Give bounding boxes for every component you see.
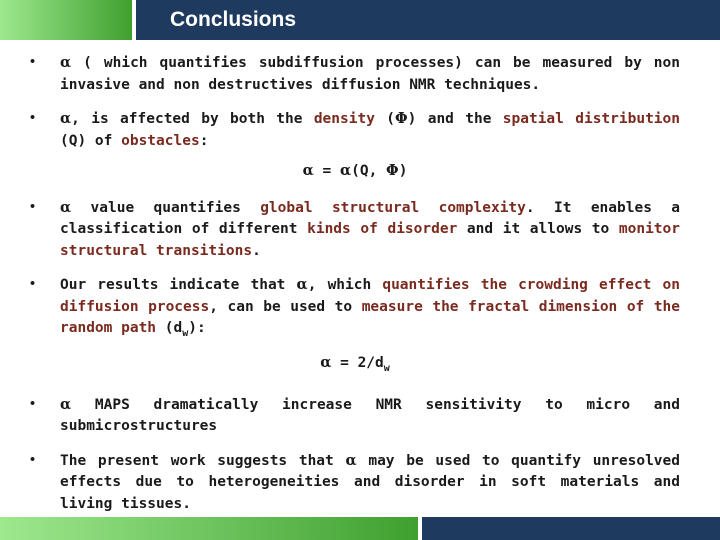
page-title: Conclusions <box>170 8 297 31</box>
alpha-symbol: α <box>60 110 72 127</box>
formula-text: ) <box>398 163 408 179</box>
item-text: Our results indicate that <box>60 277 297 293</box>
item-text: . <box>252 242 261 259</box>
bullet-icon: • <box>30 451 36 468</box>
bullet-icon: • <box>30 276 36 292</box>
fractal-term: measure the fractal dimension of the random path <box>60 298 681 336</box>
formula-text: = <box>313 163 340 179</box>
formula-text: = 2/d <box>331 355 384 372</box>
alpha-symbol: α <box>302 162 314 179</box>
subscript-w: w <box>383 363 390 375</box>
footer-accent-blue <box>422 517 720 540</box>
item-text: MAPS dramatically increase NMR sensitivity to micro and submicrostructures <box>60 396 680 435</box>
bullet-item-6 <box>30 450 680 516</box>
bullet-icon: • <box>30 198 36 215</box>
alpha-symbol: α <box>320 354 332 372</box>
item-text: (d <box>156 320 183 336</box>
item-text: , which <box>307 277 383 293</box>
footer-accent-green <box>0 517 418 540</box>
complexity-term: global structural complexity <box>260 199 526 216</box>
bullet-item-1 <box>30 52 680 96</box>
slide-content <box>30 52 680 527</box>
alpha-symbol: α <box>345 451 357 469</box>
alpha-symbol: α <box>60 395 72 413</box>
item-text: value quantifies <box>71 199 261 216</box>
footer-bar <box>0 517 720 540</box>
item-text: , is affected by both the <box>71 111 314 127</box>
formula-alpha-q-phi <box>30 160 680 183</box>
formula-alpha-dw <box>30 352 680 379</box>
phi-symbol: Φ <box>395 110 408 127</box>
item-text: , can be used to <box>209 298 362 315</box>
item-text: . It enables a classification of different <box>60 199 681 237</box>
bullet-icon: • <box>30 110 36 126</box>
bullet-item-3 <box>30 197 680 263</box>
title-accent-green <box>0 0 132 40</box>
item-text: ( <box>374 111 395 127</box>
item-text: (Q) of <box>60 132 122 149</box>
item-text: : <box>199 132 209 149</box>
item-text: ): <box>188 320 206 336</box>
bullet-icon: • <box>30 54 36 70</box>
subscript-w: w <box>182 327 189 339</box>
bullet-item-2 <box>30 108 680 152</box>
item-text: The present work suggests that <box>60 452 346 469</box>
alpha-symbol: α <box>60 198 72 216</box>
density-term: density <box>313 111 375 127</box>
spatial-term: spatial distribution <box>502 111 680 127</box>
bullet-item-5 <box>30 394 680 438</box>
alpha-symbol: α <box>339 162 352 179</box>
item-text: ) and the <box>407 111 503 127</box>
disorder-term: kinds of disorder <box>307 221 458 237</box>
item-text: may be used to quantify unresolved effects due to heterogeneities and disorder in soft materials and living tissues. <box>60 452 680 512</box>
crowding-term: quantifies the crowding effect on diffusion process <box>60 277 680 315</box>
formula-text: (Q, <box>351 163 387 179</box>
monitor-term: monitor structural transitions <box>60 221 680 259</box>
phi-symbol: Φ <box>386 162 399 179</box>
obstacles-term: obstacles <box>121 132 200 149</box>
bullet-item-4 <box>30 274 680 344</box>
alpha-symbol: α <box>296 276 308 293</box>
bullet-icon: • <box>30 395 36 412</box>
item-text: ( which quantifies subdiffusion processes) can be measured by non invasive and non destructives diffusion NMR techniques. <box>60 55 680 93</box>
alpha-symbol: α <box>60 54 72 71</box>
title-bar <box>0 0 720 40</box>
item-text: and it allows to <box>457 221 619 237</box>
